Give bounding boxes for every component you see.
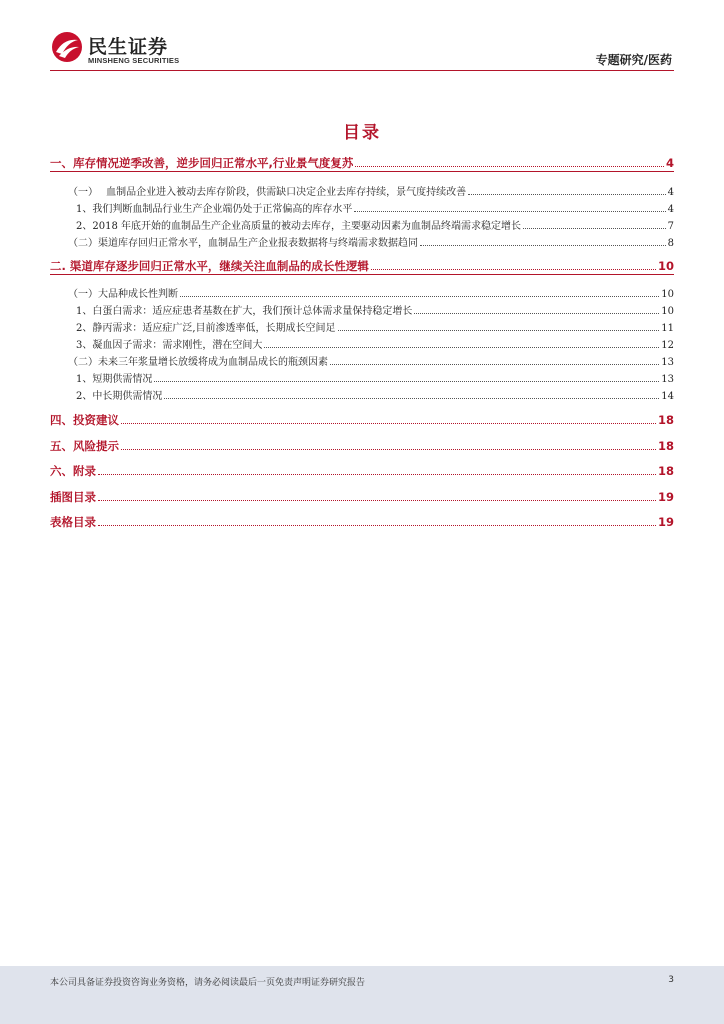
- page-title: 目录: [343, 123, 381, 143]
- toc-dot-leader: [121, 449, 656, 450]
- toc-entry[interactable]: [50, 370, 674, 385]
- toc-entry[interactable]: [50, 285, 674, 300]
- toc-dot-leader: [420, 245, 666, 246]
- page-number: 3: [668, 975, 674, 985]
- report-category: 专题研究/医药: [595, 53, 672, 67]
- toc-entry-title: 3、凝血因子需求：需求刚性，潜在空间大: [76, 340, 263, 351]
- logo-english-name: MINSHENG SECURITIES: [88, 56, 180, 65]
- toc-entry-title: 1、我们判断血制品行业生产企业端仍处于正常偏高的库存水平: [76, 204, 353, 215]
- toc-entry-title: （二）未来三年浆量增长放缓将成为血制品成长的瓶颈因素: [68, 357, 328, 368]
- toc-entry[interactable]: [50, 155, 674, 172]
- toc-entry-page: 13: [661, 374, 674, 385]
- toc-entry-page: 12: [661, 340, 674, 351]
- toc-entry-page: 18: [657, 439, 674, 453]
- toc-entry-title: （二）渠道库存回归正常水平，血制品生产企业报表数据将与终端需求数据趋同: [68, 238, 418, 249]
- toc-entry[interactable]: [50, 514, 674, 530]
- toc-entry[interactable]: [50, 489, 674, 505]
- page-header: [50, 26, 674, 70]
- toc-entry[interactable]: [50, 353, 674, 368]
- toc-entry-title: 二. 渠道库存逐步回归正常水平，继续关注血制品的成长性逻辑: [50, 259, 369, 273]
- toc-entry-title: 六、附录: [50, 464, 96, 478]
- toc-dot-leader: [164, 398, 659, 399]
- toc-dot-leader: [354, 211, 665, 212]
- toc-dot-leader: [154, 381, 659, 382]
- toc-dot-leader: [264, 347, 659, 348]
- toc-entry-page: 13: [661, 357, 674, 368]
- toc-dot-leader: [355, 166, 664, 167]
- toc-entry-page: 14: [661, 391, 674, 402]
- toc-entry-title: 五、风险提示: [50, 439, 119, 453]
- toc-dot-leader: [330, 364, 659, 365]
- toc-entry-title: 一、库存情况逆季改善，逆步回归正常水平,行业景气度复苏: [50, 156, 354, 170]
- toc-entry-page: 4: [667, 204, 674, 215]
- toc-entry[interactable]: [50, 412, 674, 428]
- toc-entry-page: 18: [657, 413, 674, 427]
- header-divider: [50, 70, 674, 71]
- toc-entry-page: 18: [657, 464, 674, 478]
- toc-entry[interactable]: [50, 183, 674, 198]
- footer-disclaimer: 本公司具备证券投资咨询业务资格，请务必阅读最后一页免责声明证券研究报告: [50, 978, 366, 988]
- toc-entry-page: 8: [667, 238, 674, 249]
- toc-dot-leader: [523, 228, 666, 229]
- toc-entry-title: 2、中长期供需情况: [76, 391, 163, 402]
- toc-entry-page: 11: [661, 323, 674, 334]
- minsheng-logo-icon: [50, 30, 84, 64]
- toc-entry-title: 2、静丙需求：适应症广泛,目前渗透率低，长期成长空间足: [76, 323, 336, 334]
- toc-entry-title: 四、投资建议: [50, 413, 119, 427]
- toc-entry[interactable]: [50, 234, 674, 249]
- toc-dot-leader: [121, 423, 656, 424]
- toc-entry-title: 1、白蛋白需求：适应症患者基数在扩大，我们预计总体需求量保持稳定增长: [76, 306, 413, 317]
- toc-entry-page: 4: [665, 156, 674, 170]
- toc-dot-leader: [468, 194, 665, 195]
- toc-entry[interactable]: [50, 319, 674, 334]
- toc-entry[interactable]: [50, 336, 674, 351]
- toc-entry[interactable]: [50, 258, 674, 275]
- toc-entry-title: （一） 血制品企业进入被动去库存阶段，供需缺口决定企业去库存持续，景气度持续改善: [68, 187, 467, 198]
- toc-entry-page: 10: [661, 289, 674, 300]
- toc-entry[interactable]: [50, 200, 674, 215]
- toc-dot-leader: [180, 296, 659, 297]
- toc-entry-title: 1、短期供需情况: [76, 374, 153, 385]
- toc-dot-leader: [338, 330, 660, 331]
- toc-entry-page: 4: [667, 187, 674, 198]
- toc-entry[interactable]: [50, 438, 674, 454]
- toc-dot-leader: [98, 474, 656, 475]
- toc-entry[interactable]: [50, 463, 674, 479]
- toc-entry[interactable]: [50, 387, 674, 402]
- logo-chinese-name: 民生证券: [88, 36, 169, 58]
- toc-entry-title: （一）大品种成长性判断: [68, 289, 178, 300]
- toc-entry[interactable]: [50, 302, 674, 317]
- toc-dot-leader: [414, 313, 659, 314]
- toc-entry-page: 10: [657, 259, 674, 273]
- toc-entry-title: 插图目录: [50, 490, 96, 504]
- toc-entry-page: 19: [657, 490, 674, 504]
- toc-entry-page: 10: [661, 306, 674, 317]
- toc-entry-title: 2、2018 年底开始的血制品生产企业高质量的被动去库存，主要驱动因素为血制品终端需求稳定增长: [76, 221, 521, 232]
- toc-dot-leader: [371, 269, 656, 270]
- toc-dot-leader: [98, 525, 656, 526]
- toc-entry-page: 19: [657, 515, 674, 529]
- toc-entry[interactable]: [50, 217, 674, 232]
- toc-dot-leader: [98, 500, 656, 501]
- toc-entry-page: 7: [667, 221, 674, 232]
- toc-entry-title: 表格目录: [50, 515, 96, 529]
- company-logo: [50, 26, 220, 70]
